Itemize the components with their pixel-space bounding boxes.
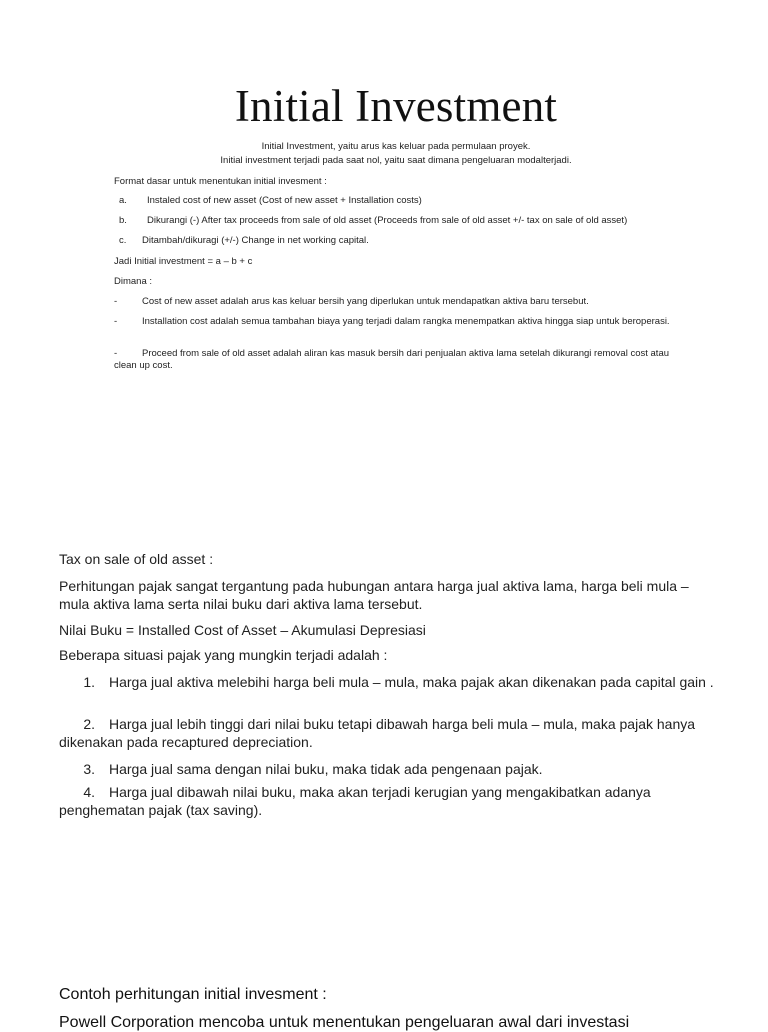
format-item-a-text: Instaled cost of new asset (Cost of new asset + Installation costs) xyxy=(147,195,422,206)
situasi-item-1-text: Harga jual aktiva melebihi harga beli mula – mula, maka pajak akan dikenakan pada capital gain . xyxy=(109,674,714,690)
situasi-item-1-number: 1. xyxy=(83,674,95,690)
format-item-c xyxy=(119,235,369,247)
situasi-item-2-text: Harga jual lebih tinggi dari nilai buku tetapi dibawah harga beli mula – mula, maka pajak hanya dikenakan pada recaptured depreciation. xyxy=(59,716,696,750)
format-item-a xyxy=(119,195,422,207)
dimana-item-3 xyxy=(114,348,669,372)
contoh-heading: Contoh perhitungan initial invesment : xyxy=(59,986,327,1003)
format-item-c-text: Ditambah/dikuragi (+/-) Change in net working capital. xyxy=(142,235,369,246)
dimana-item-1 xyxy=(114,296,589,308)
situasi-heading: Beberapa situasi pajak yang mungkin terjadi adalah : xyxy=(59,647,388,663)
situasi-item-2-number: 2. xyxy=(83,716,95,732)
dimana-item-3-marker: - xyxy=(114,348,118,359)
format-item-b xyxy=(119,215,627,227)
tax-heading: Tax on sale of old asset : xyxy=(59,551,214,567)
formula-line: Jadi Initial investment = a – b + c xyxy=(114,256,253,267)
format-item-b-marker: b. xyxy=(119,215,127,226)
situasi-item-4 xyxy=(59,783,719,819)
contoh-paragraph-cutoff: Powell Corporation mencoba untuk menentukan pengeluaran awal dari investasi xyxy=(59,1014,630,1031)
intro-line-1: Initial Investment, yaitu arus kas keluar pada permulaan proyek. xyxy=(261,141,531,152)
situasi-item-3-number: 3. xyxy=(83,761,95,777)
format-heading: Format dasar untuk menentukan initial invesment : xyxy=(114,176,327,187)
dimana-item-3-text: Proceed from sale of old asset adalah aliran kas masuk bersih dari penjualan aktiva lama setelah dikurangi removal cost atau clean up cost. xyxy=(114,348,670,371)
situasi-item-4-text: Harga jual dibawah nilai buku, maka akan terjadi kerugian yang mengakibatkan adanya penghematan pajak (tax saving). xyxy=(59,784,651,818)
format-item-c-marker: c. xyxy=(119,235,127,246)
intro-line-2: Initial investment terjadi pada saat nol, yaitu saat dimana pengeluaran modalterjadi. xyxy=(220,155,572,166)
situasi-item-3 xyxy=(59,760,719,778)
dimana-item-2 xyxy=(114,316,674,328)
situasi-item-4-number: 4. xyxy=(83,784,95,800)
tax-paragraph: Perhitungan pajak sangat tergantung pada hubungan antara harga jual aktiva lama, harga beli mula – mula aktiva lama serta nilai buku dari aktiva lama tersebut. xyxy=(59,578,689,612)
nilai-buku-formula: Nilai Buku = Installed Cost of Asset – Akumulasi Depresiasi xyxy=(59,622,426,638)
dimana-item-1-marker: - xyxy=(114,296,118,307)
dimana-label: Dimana : xyxy=(114,276,153,287)
dimana-item-1-text: Cost of new asset adalah arus kas keluar bersih yang diperlukan untuk mendapatkan aktiva baru tersebut. xyxy=(142,296,589,307)
dimana-item-2-marker: - xyxy=(114,316,118,327)
situasi-item-2 xyxy=(59,715,719,751)
dimana-item-2-text: Installation cost adalah semua tambahan biaya yang terjadi dalam rangka menempatkan aktiva hingga siap untuk beroperasi. xyxy=(142,316,670,327)
format-item-a-marker: a. xyxy=(119,195,127,206)
format-item-b-text: Dikurangi (-) After tax proceeds from sale of old asset (Proceeds from sale of old asset +/- tax on sale of old asset) xyxy=(147,215,628,226)
situasi-item-3-text: Harga jual sama dengan nilai buku, maka tidak ada pengenaan pajak. xyxy=(109,761,543,777)
situasi-item-1 xyxy=(59,673,719,691)
document-title: Initial Investment xyxy=(234,81,558,131)
